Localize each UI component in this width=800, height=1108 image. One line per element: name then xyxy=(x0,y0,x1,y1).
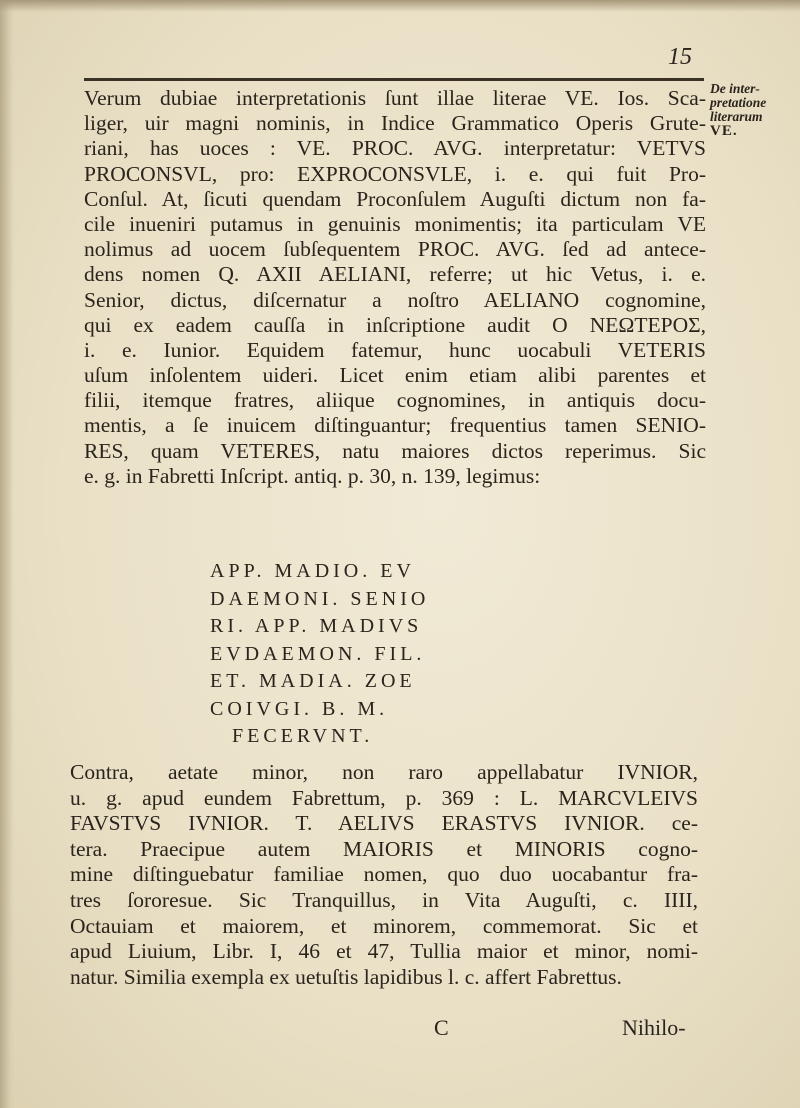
text-line: cile inueniri putamus in genuinis monimentis; ita particulam VE xyxy=(84,211,706,236)
text-line: e. g. in Fabretti Inſcript. antiq. p. 30, n. 139, legimus: xyxy=(84,463,541,488)
text-line: Senior, dictus, diſcernatur a noſtro AELIANO cognomine, xyxy=(84,287,706,312)
text-line: dens nomen Q. AXII AELIANI, referre; ut hic Vetus, i. e. xyxy=(84,262,706,287)
text-line: filii, itemque fratres, aliique cognomines, in antiquis docu- xyxy=(84,388,706,413)
text-line: Contra, aetate minor, non raro appellabatur IVNIOR, xyxy=(70,760,698,784)
text-line: natur. Similia exempla ex uetuſtis lapidibus l. c. affert Fabrettus. xyxy=(70,964,622,989)
paragraph-1 xyxy=(84,86,706,489)
text-line: FAVSTVS IVNIOR. T. AELIVS ERASTVS IVNIOR. ce- xyxy=(70,811,698,836)
page-number: 15 xyxy=(668,44,692,70)
inscription-line: EVDAEMON. FIL. xyxy=(210,642,426,665)
marginal-note-line: pretatione xyxy=(710,95,767,110)
text-line: mine diſtinguebatur familiae nomen, quo duo uocabantur fra- xyxy=(70,862,698,887)
inscription-line: DAEMONI. SENIO xyxy=(210,587,430,610)
paragraph-2 xyxy=(70,760,698,990)
text-line: Octauiam et maiorem, et minorem, commemorat. Sic et xyxy=(70,913,698,938)
text-line: Conſul. At, ſicuti quendam Proconſulem Auguſti dictum non fa- xyxy=(84,186,706,211)
text-line: liger, uir magni nominis, in Indice Grammatico Operis Grute- xyxy=(84,111,706,136)
catchword: Nihilo- xyxy=(622,1015,686,1040)
marginal-note-line: VE. xyxy=(710,123,738,139)
signature-mark: C xyxy=(434,1015,449,1040)
marginal-note-line: De inter- xyxy=(710,81,760,96)
marginal-note-line: literarum xyxy=(710,109,763,124)
inscription-block xyxy=(210,558,429,751)
text-line: RES, quam VETERES, natu maiores dictos reperimus. Sic xyxy=(84,438,706,463)
inscription-line: FECERVNT. xyxy=(232,725,374,747)
text-line: qui ex eadem cauſſa in inſcriptione audit Ο ΝΕΩΤΕΡΟΣ, xyxy=(84,312,706,337)
inscription-line: ET. MADIA. ZOE xyxy=(210,670,416,692)
text-line: uſum inſolentem uideri. Licet enim etiam alibi parentes et xyxy=(84,363,706,388)
page-top-shadow xyxy=(0,0,800,12)
text-line: PROCONSVL, pro: EXPROCONSVLE, i. e. qui fuit Pro- xyxy=(84,161,706,186)
text-line: tres ſororesue. Sic Tranquillus, in Vita Auguſti, c. IIII, xyxy=(70,887,698,912)
text-line: tera. Praecipue autem MAIORIS et MINORIS cogno- xyxy=(70,836,698,861)
inscription-line: RI. APP. MADIVS xyxy=(210,615,423,637)
marginal-note xyxy=(710,82,798,138)
text-line: u. g. apud eundem Fabrettum, p. 369 : L. MARCVLEIVS xyxy=(70,785,698,810)
page-edge-shadow xyxy=(0,0,14,1108)
header-rule xyxy=(84,78,704,81)
text-line: i. e. Iunior. Equidem fatemur, hunc uocabuli VETERIS xyxy=(84,337,706,362)
text-line: riani, has uoces : VE. PROC. AVG. interpretatur: VETVS xyxy=(84,136,706,161)
text-line: mentis, a ſe inuicem diſtinguantur; frequentius tamen SENIO- xyxy=(84,413,706,438)
text-line: nolimus ad uocem ſubſequentem PROC. AVG. ſed ad antece- xyxy=(84,237,706,262)
text-line: apud Liuium, Libr. I, 46 et 47, Tullia maior et minor, nomi- xyxy=(70,939,698,964)
text-line: Verum dubiae interpretationis ſunt illae literae VE. Ios. Sca- xyxy=(84,86,706,110)
inscription-line: APP. MADIO. EV xyxy=(210,560,415,582)
inscription-line: COIVGI. B. M. xyxy=(210,697,389,720)
